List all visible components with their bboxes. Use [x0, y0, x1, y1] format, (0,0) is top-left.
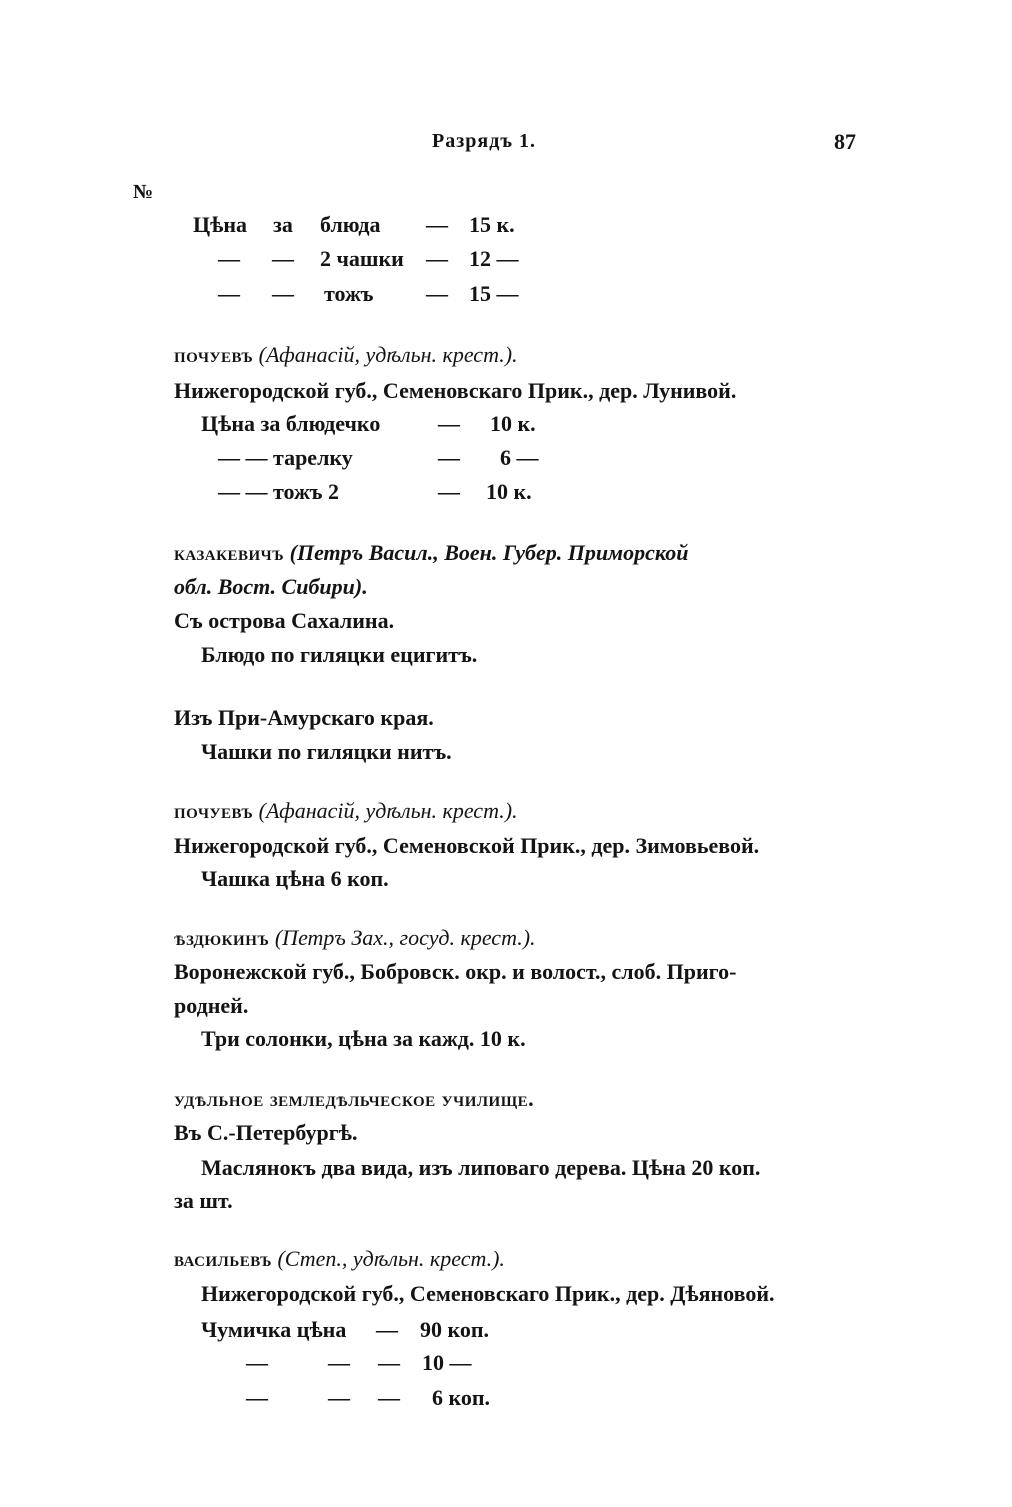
number-mark: №	[133, 181, 154, 203]
price-cell: 10 к.	[490, 411, 536, 436]
price-cell: 6 коп.	[432, 1385, 491, 1410]
exhibitor-location: Съ острова Сахалина.	[174, 608, 395, 633]
entry-heading	[174, 925, 536, 951]
exhibitor-details: (Петръ Васил., Воен. Губер. Приморской	[289, 540, 689, 565]
page-number: 87	[834, 129, 856, 154]
running-header-section: Разрядъ 1.	[432, 130, 536, 152]
price-cell: блюда	[320, 212, 381, 237]
exhibitor-location: Нижегородской губ., Семеновскаго Прик., дер. Лунивой.	[174, 378, 737, 403]
price-cell: —	[218, 246, 240, 271]
price-cell: —	[218, 281, 240, 306]
entry-heading	[174, 342, 518, 368]
exhibitor-name: васильевъ	[174, 1246, 272, 1271]
entry-heading	[174, 798, 518, 824]
price-cell: —	[378, 1385, 400, 1410]
exhibit-item: Чашки по гиляцки нитъ.	[201, 739, 452, 764]
price-cell: —	[426, 246, 448, 271]
exhibitor-location: Воронежской губ., Бобровск. окр. и волост., слоб. Приго-	[174, 959, 737, 984]
exhibitor-name: почуевъ	[174, 798, 254, 823]
price-cell: —	[426, 212, 448, 237]
price-cell: 6 —	[500, 445, 539, 470]
price-cell: за	[273, 212, 293, 237]
exhibitor-name: казакевичъ	[174, 540, 285, 565]
price-cell: —	[426, 281, 448, 306]
exhibitor-location: Въ С.-Петербургѣ.	[174, 1120, 358, 1145]
price-cell: Чумичка цѣна	[201, 1317, 347, 1342]
exhibitor-details: (Афанасій, удѣльн. крест.).	[258, 342, 518, 367]
price-cell: —	[328, 1385, 350, 1410]
price-cell: —	[246, 1385, 268, 1410]
exhibitor-details: (Афанасій, удѣльн. крест.).	[258, 798, 518, 823]
price-cell: 15 к.	[469, 212, 515, 237]
exhibit-item: Три солонки, цѣна за кажд. 10 к.	[201, 1026, 526, 1051]
price-cell: —	[328, 1350, 350, 1375]
price-cell: —	[438, 445, 460, 470]
price-cell: 12 —	[469, 246, 519, 271]
price-cell: 15 —	[469, 281, 519, 306]
price-cell: —	[438, 479, 460, 504]
exhibitor-location: Изъ При-Амурскаго края.	[174, 705, 434, 730]
entry-heading	[174, 1086, 534, 1112]
price-cell: 10 к.	[486, 479, 532, 504]
exhibitor-location: Нижегородской губ., Семеновскаго Прик., дер. Дѣяновой.	[201, 1281, 775, 1306]
price-cell: 10 —	[422, 1350, 472, 1375]
exhibitor-location-cont: родней.	[174, 993, 249, 1018]
entry-heading	[174, 1246, 505, 1272]
price-cell: —	[376, 1317, 398, 1342]
exhibitor-name: ѣздюкинъ	[174, 925, 270, 950]
exhibitor-details-cont: обл. Вост. Сибири).	[174, 574, 368, 599]
exhibitor-name: удѣльное земледѣльческое училище.	[174, 1086, 535, 1111]
price-cell: —	[378, 1350, 400, 1375]
price-cell: Цѣна за блюдечко	[201, 411, 381, 436]
exhibitor-details: (Степ., удѣльн. крест.).	[277, 1246, 505, 1271]
exhibitor-details: (Петръ Зах., госуд. крест.).	[274, 925, 536, 950]
exhibit-item: Маслянокъ два вида, изъ липоваго дерева. Цѣна 20 коп.	[201, 1155, 761, 1180]
exhibitor-location: Нижегородской губ., Семеновской Прик., дер. Зимовьевой.	[174, 833, 760, 858]
entry-heading	[174, 540, 688, 566]
price-cell: —	[272, 246, 294, 271]
price-cell: 90 коп.	[420, 1317, 490, 1342]
price-cell: Цѣна	[193, 212, 247, 237]
price-cell: —	[438, 411, 460, 436]
price-cell: — — тожъ 2	[218, 479, 339, 504]
exhibit-item: Блюдо по гиляцки ецигитъ.	[201, 642, 478, 667]
price-cell: 2 чашки	[320, 246, 404, 271]
price-cell: — — тарелку	[218, 445, 353, 470]
exhibitor-name: почуевъ	[174, 342, 254, 367]
price-cell: —	[272, 281, 294, 306]
exhibit-item: Чашка цѣна 6 коп.	[201, 866, 389, 891]
exhibit-item-cont: за шт.	[174, 1188, 233, 1213]
price-cell: тожъ	[324, 281, 374, 306]
price-cell: —	[246, 1350, 268, 1375]
